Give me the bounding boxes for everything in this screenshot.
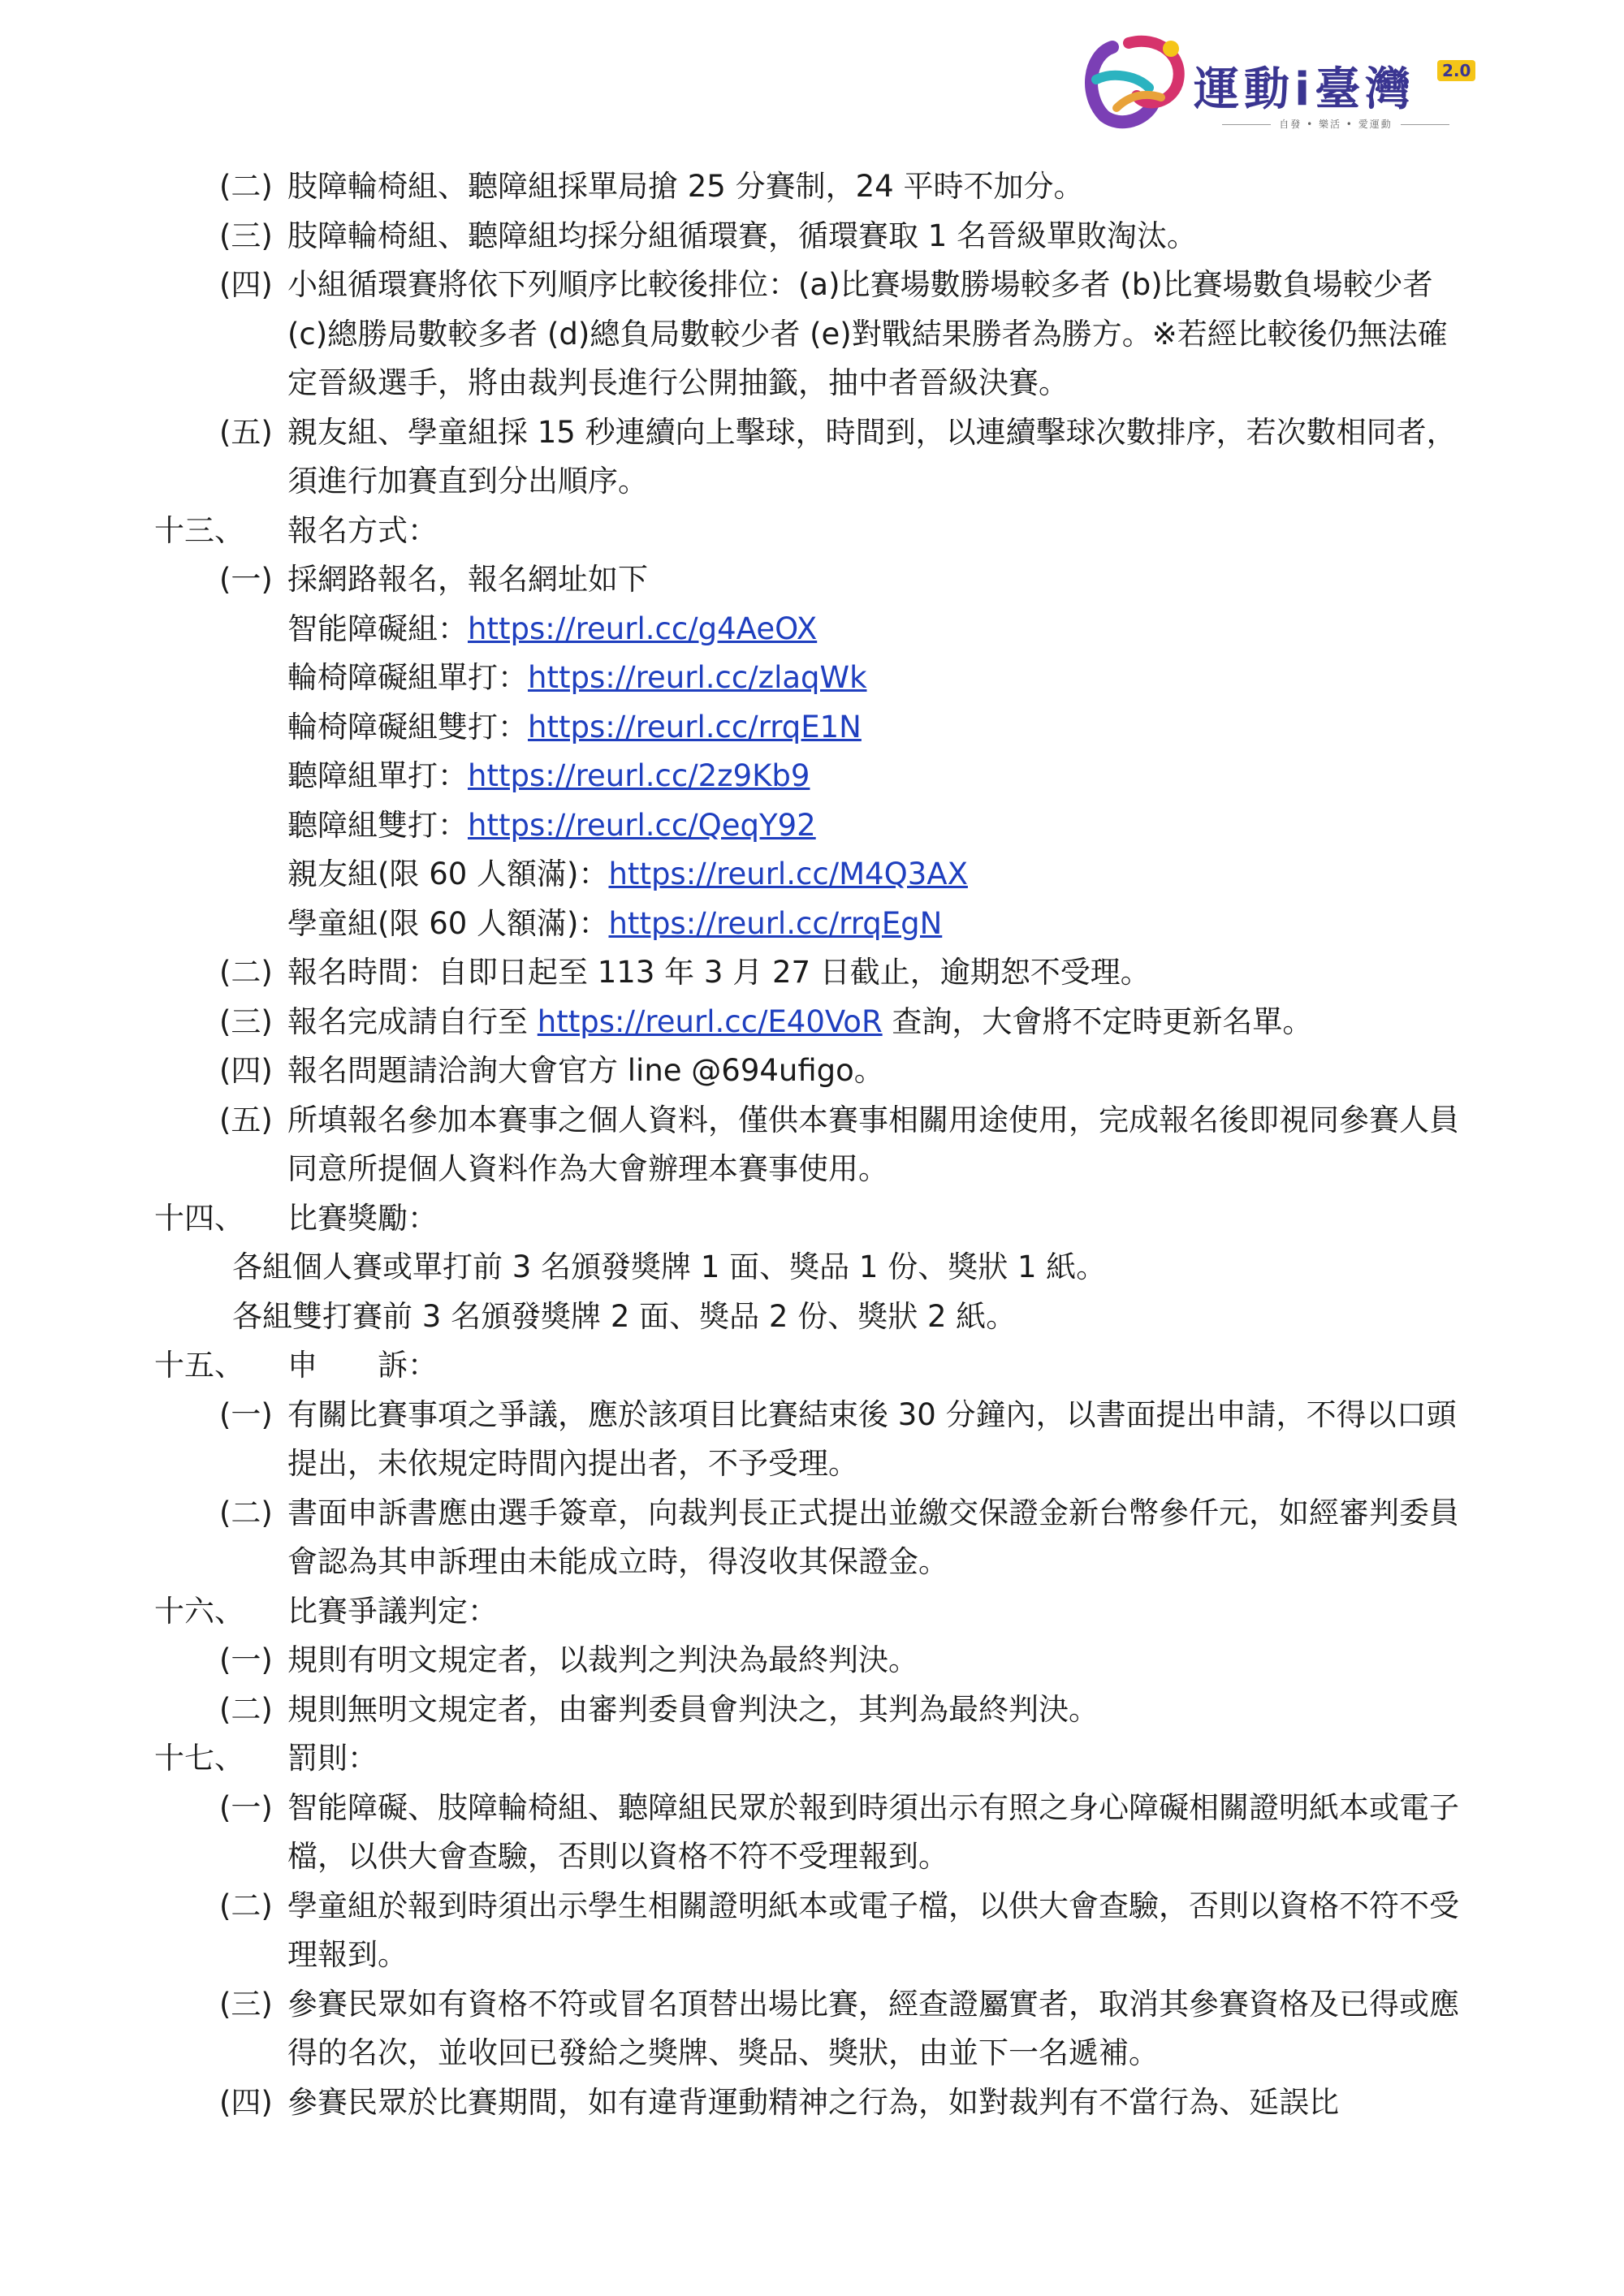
registration-link[interactable]: https://reurl.cc/rrqE1N <box>528 709 862 744</box>
registration-link-row: 聽障組單打：https://reurl.cc/2z9Kb9 <box>287 758 810 793</box>
roster-query-link[interactable]: https://reurl.cc/E40VoR <box>537 1003 883 1039</box>
sports-taiwan-logo <box>1080 31 1502 136</box>
registration-link-row: 學童組(限 60 人額滿)：https://reurl.cc/rrqEgN <box>287 905 943 941</box>
list-item: (一) 規則有明文規定者，以裁判之判決為最終判決。 <box>219 1642 918 1677</box>
registration-link[interactable]: https://reurl.cc/g4AeOX <box>468 611 818 646</box>
section-heading-registration: 十三、 報名方式： <box>154 512 438 548</box>
list-item: (一) 有關比賽事項之爭議，應於該項目比賽結束後 30 分鐘內，以書面提出申請，不得以口頭提出，未依規定時間內提出者，不予受理。 <box>219 1396 1457 1481</box>
section-heading-penalties: 十七、 罰則： <box>154 1741 378 1776</box>
list-item: (四) 小組循環賽將依下列順序比較後排位：(a)比賽場數勝場較多者 (b)比賽場數負場較少者 (c)總勝局數較多者 (d)總負局數較少者 (e)對戰結果勝者為勝方。※若經比較後仍無法確定晉級選手，將由裁判長進行公開抽籤，抽中者晉級決賽。 <box>219 267 1448 400</box>
registration-link-row: 親友組(限 60 人額滿)：https://reurl.cc/M4Q3AX <box>287 857 968 891</box>
registration-link-row: 聽障組雙打：https://reurl.cc/QeqY92 <box>287 807 816 843</box>
registration-link[interactable]: https://reurl.cc/M4Q3AX <box>608 857 968 891</box>
registration-link[interactable]: https://reurl.cc/QeqY92 <box>468 807 816 843</box>
section-heading-appeals: 十五、 申 訴： <box>154 1348 438 1383</box>
list-item: (五) 所填報名參加本賽事之個人資料，僅供本賽事相關用途使用，完成報名後即視同參賽人員同意所提個人資料作為大會辦理本賽事使用。 <box>219 1102 1459 1186</box>
registration-link[interactable]: https://reurl.cc/zlaqWk <box>528 660 867 695</box>
list-item: (四) 參賽民眾於比賽期間，如有違背運動精神之行為，如對裁判有不當行為、延誤比 <box>219 2084 1339 2120</box>
list-item: (四) 報名問題請洽詢大會官方 line @694ufigo。 <box>219 1053 884 1088</box>
award-line: 各組個人賽或單打前 3 名頒發獎牌 1 面、獎品 1 份、獎狀 1 紙。 <box>232 1249 1107 1284</box>
document-body <box>0 162 1624 2127</box>
registration-link[interactable]: https://reurl.cc/rrqEgN <box>608 905 943 941</box>
registration-link-row: 輪椅障礙組雙打：https://reurl.cc/rrqE1N <box>287 709 862 744</box>
list-item: (二) 書面申訴書應由選手簽章，向裁判長正式提出並繳交保證金新台幣參仟元，如經審判委員會認為其申訴理由未能成立時，得沒收其保證金。 <box>219 1495 1459 1579</box>
logo-tagline: 自發 • 樂活 • 愛運動 <box>1206 117 1466 131</box>
registration-link[interactable]: https://reurl.cc/2z9Kb9 <box>468 758 810 793</box>
logo-mark-icon <box>1080 31 1202 136</box>
registration-link-row: 智能障礙組：https://reurl.cc/g4AeOX <box>287 611 818 646</box>
list-item: (二) 肢障輪椅組、聽障組採單局搶 25 分賽制，24 平時不加分。 <box>219 169 1084 204</box>
list-item: (五) 親友組、學童組採 15 秒連續向上擊球，時間到，以連續擊球次數排序，若次數相同者，須進行加賽直到分出順序。 <box>219 414 1457 498</box>
registration-link-row: 輪椅障礙組單打：https://reurl.cc/zlaqWk <box>287 660 867 695</box>
list-item: (一) 採網路報名，報名網址如下 <box>219 562 648 597</box>
list-item: (二) 報名時間：自即日起至 113 年 3 月 27 日截止，逾期恕不受理。 <box>219 955 1151 990</box>
award-line: 各組雙打賽前 3 名頒發獎牌 2 面、獎品 2 份、獎狀 2 紙。 <box>232 1298 1017 1334</box>
section-heading-awards: 十四、 比賽獎勵： <box>154 1200 438 1236</box>
list-item: (二) 規則無明文規定者，由審判委員會判決之，其判為最終判決。 <box>219 1691 1099 1727</box>
list-item: (二) 學童組於報到時須出示學生相關證明紙本或電子檔，以供大會查驗，否則以資格不符不受理報到。 <box>219 1888 1459 1972</box>
logo-version-badge: 2.0 <box>1437 60 1475 81</box>
list-item: (三) 參賽民眾如有資格不符或冒名頂替出場比賽，經查證屬實者，取消其參賽資格及已得或應得的名次，並收回已發給之獎牌、獎品、獎狀，由並下一名遞補。 <box>219 1986 1459 2070</box>
section-heading-disputes: 十六、 比賽爭議判定： <box>154 1593 498 1629</box>
list-item: (三) 肢障輪椅組、聽障組均採分組循環賽，循環賽取 1 名晉級單敗淘汰。 <box>219 218 1198 253</box>
logo-title: 運動i臺灣 <box>1194 63 1416 116</box>
list-item: (一) 智能障礙、肢障輪椅組、聽障組民眾於報到時須出示有照之身心障礙相關證明紙本或電子檔，以供大會查驗，否則以資格不符不受理報到。 <box>219 1789 1459 1874</box>
list-item: (三) 報名完成請自行至 https://reurl.cc/E40VoR 查詢，大會將不定時更新名單。 <box>219 1003 1313 1039</box>
